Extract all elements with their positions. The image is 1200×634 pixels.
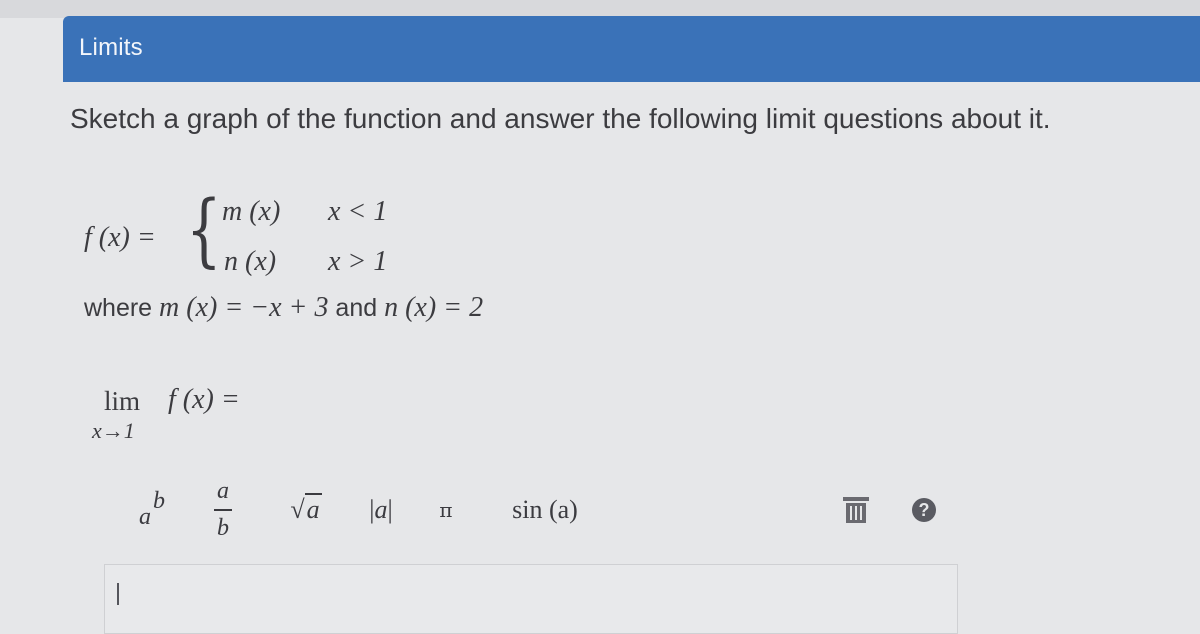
pi-button[interactable] [426,468,466,552]
trash-line [860,506,862,520]
sqrt-button[interactable] [276,468,336,552]
help-button[interactable] [904,468,944,552]
header-bar [63,16,1200,82]
where-word: where [84,294,153,322]
trash-line [855,506,857,520]
sin-glyph: sin (a) [512,495,578,524]
fraction-bar [214,509,232,511]
power-button[interactable] [118,468,188,552]
n-definition: n (x) = 2 [384,292,484,323]
limit-subscript: x→1 [92,418,135,443]
sqrt-glyph [290,495,321,525]
sqrt-sign: √ [290,495,305,524]
limit-expression: f (x) = [168,384,240,415]
piece2-expression: n (x) [224,246,277,277]
text-caret [117,583,119,605]
trash-lid [843,497,869,501]
piece2-condition: x > 1 [328,246,388,277]
trash-line [850,506,852,520]
piece1-expression: m (x) [222,196,281,227]
abs-glyph: |a| [369,495,393,524]
m-definition: m (x) = −x + 3 [159,292,329,323]
help-icon: ? [912,498,936,522]
abs-button[interactable] [354,468,408,552]
power-base: a [139,504,151,530]
piece1-condition: x < 1 [328,196,388,227]
sin-button[interactable] [490,468,600,552]
delete-button[interactable] [836,468,876,552]
question-prompt: Sketch a graph of the function and answer the following limit questions about it. [70,103,1051,134]
sqrt-argument: a [306,495,320,524]
function-label: f (x) = [84,222,156,253]
power-glyph [133,490,173,530]
trash-icon [845,497,867,523]
abs-argument: a [374,495,388,524]
function-definitions [84,292,483,324]
and-word: and [335,294,378,322]
power-exponent: b [153,488,165,514]
answer-input[interactable] [104,564,958,634]
limit-word: lim [104,386,141,416]
pi-glyph: π [439,498,453,522]
piecewise-brace: { [186,183,222,276]
fraction-numerator: a [217,478,229,504]
page-title: Limits [79,34,143,61]
fraction-button[interactable] [198,468,248,552]
math-toolbar [98,468,958,552]
fraction-denominator: b [217,515,229,541]
fraction-glyph [214,478,232,542]
